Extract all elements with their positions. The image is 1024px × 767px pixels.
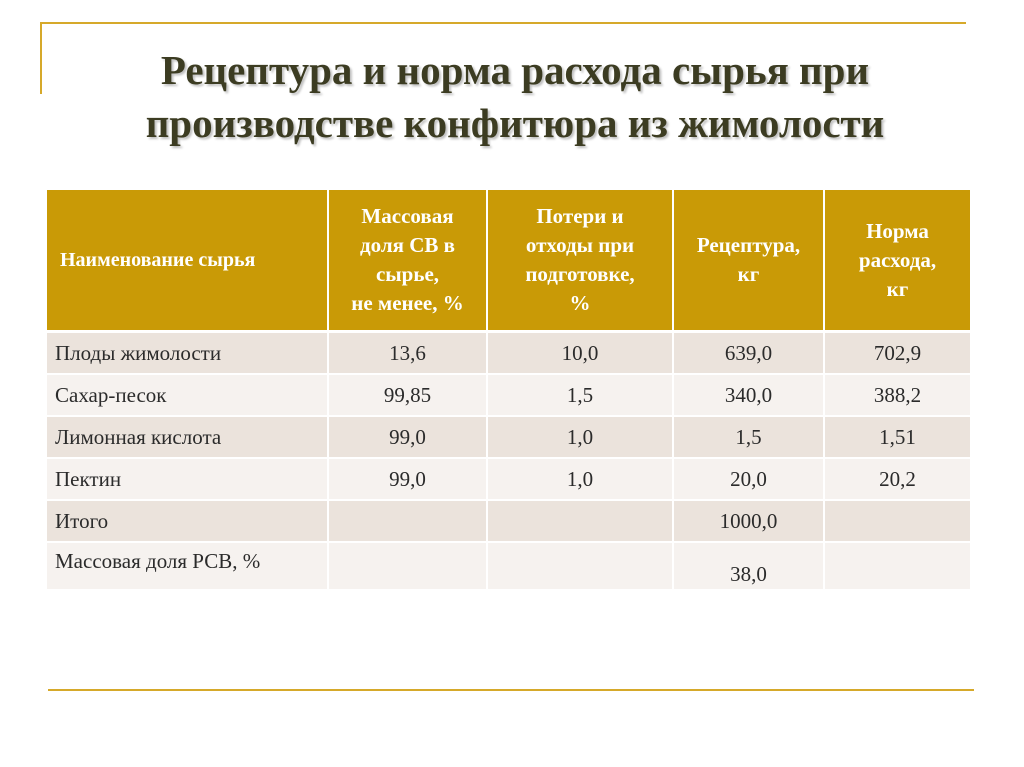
cell-recipe: 639,0: [673, 332, 824, 375]
cell-recipe: 20,0: [673, 458, 824, 500]
cell-losses: 10,0: [487, 332, 673, 375]
cell-name: Плоды жимолости: [47, 332, 328, 375]
cell-mass-fraction: [328, 542, 487, 590]
cell-recipe: 340,0: [673, 374, 824, 416]
cell-name: Лимонная кислота: [47, 416, 328, 458]
cell-losses: 1,0: [487, 458, 673, 500]
cell-mass-fraction: 99,0: [328, 416, 487, 458]
cell-name: Массовая доля РСВ, %: [47, 542, 328, 590]
cell-losses: [487, 542, 673, 590]
cell-recipe: 1,5: [673, 416, 824, 458]
table-header-row: [47, 190, 970, 332]
cell-name: Сахар-песок: [47, 374, 328, 416]
table-row: [47, 458, 970, 500]
slide-title-line-2: производстве конфитюра из жимолости: [145, 100, 885, 146]
cell-losses: [487, 500, 673, 542]
table-row: [47, 332, 970, 375]
table-row: [47, 416, 970, 458]
cell-losses: 1,5: [487, 374, 673, 416]
cell-losses: 1,0: [487, 416, 673, 458]
cell-recipe: 1000,0: [673, 500, 824, 542]
table-row-total: [47, 500, 970, 542]
cell-name: Итого: [47, 500, 328, 542]
cell-norm: 702,9: [824, 332, 970, 375]
header-name: Наименование сырья: [47, 190, 328, 332]
cell-norm: 1,51: [824, 416, 970, 458]
left-rule: [40, 22, 42, 94]
cell-norm: 20,2: [824, 458, 970, 500]
recipe-table: [47, 190, 970, 591]
header-recipe: Рецептура, кг: [673, 190, 824, 332]
bottom-rule: [48, 689, 974, 691]
cell-mass-fraction: 99,0: [328, 458, 487, 500]
cell-mass-fraction: 99,85: [328, 374, 487, 416]
header-norm: Норма расхода, кг: [824, 190, 970, 332]
cell-norm: [824, 500, 970, 542]
cell-recipe: 38,0: [673, 542, 824, 590]
header-mass-fraction: Массовая доля СВ в сырье, не менее, %: [328, 190, 487, 332]
table-row: [47, 374, 970, 416]
cell-norm: 388,2: [824, 374, 970, 416]
slide-title-line-1: Рецептура и норма расхода сырья при: [160, 47, 870, 93]
table-row-rsv: [47, 542, 970, 590]
top-rule: [40, 22, 966, 24]
cell-norm: [824, 542, 970, 590]
cell-name: Пектин: [47, 458, 328, 500]
slide-title: [60, 44, 970, 150]
cell-mass-fraction: 13,6: [328, 332, 487, 375]
cell-mass-fraction: [328, 500, 487, 542]
header-losses: Потери и отходы при подготовке, %: [487, 190, 673, 332]
